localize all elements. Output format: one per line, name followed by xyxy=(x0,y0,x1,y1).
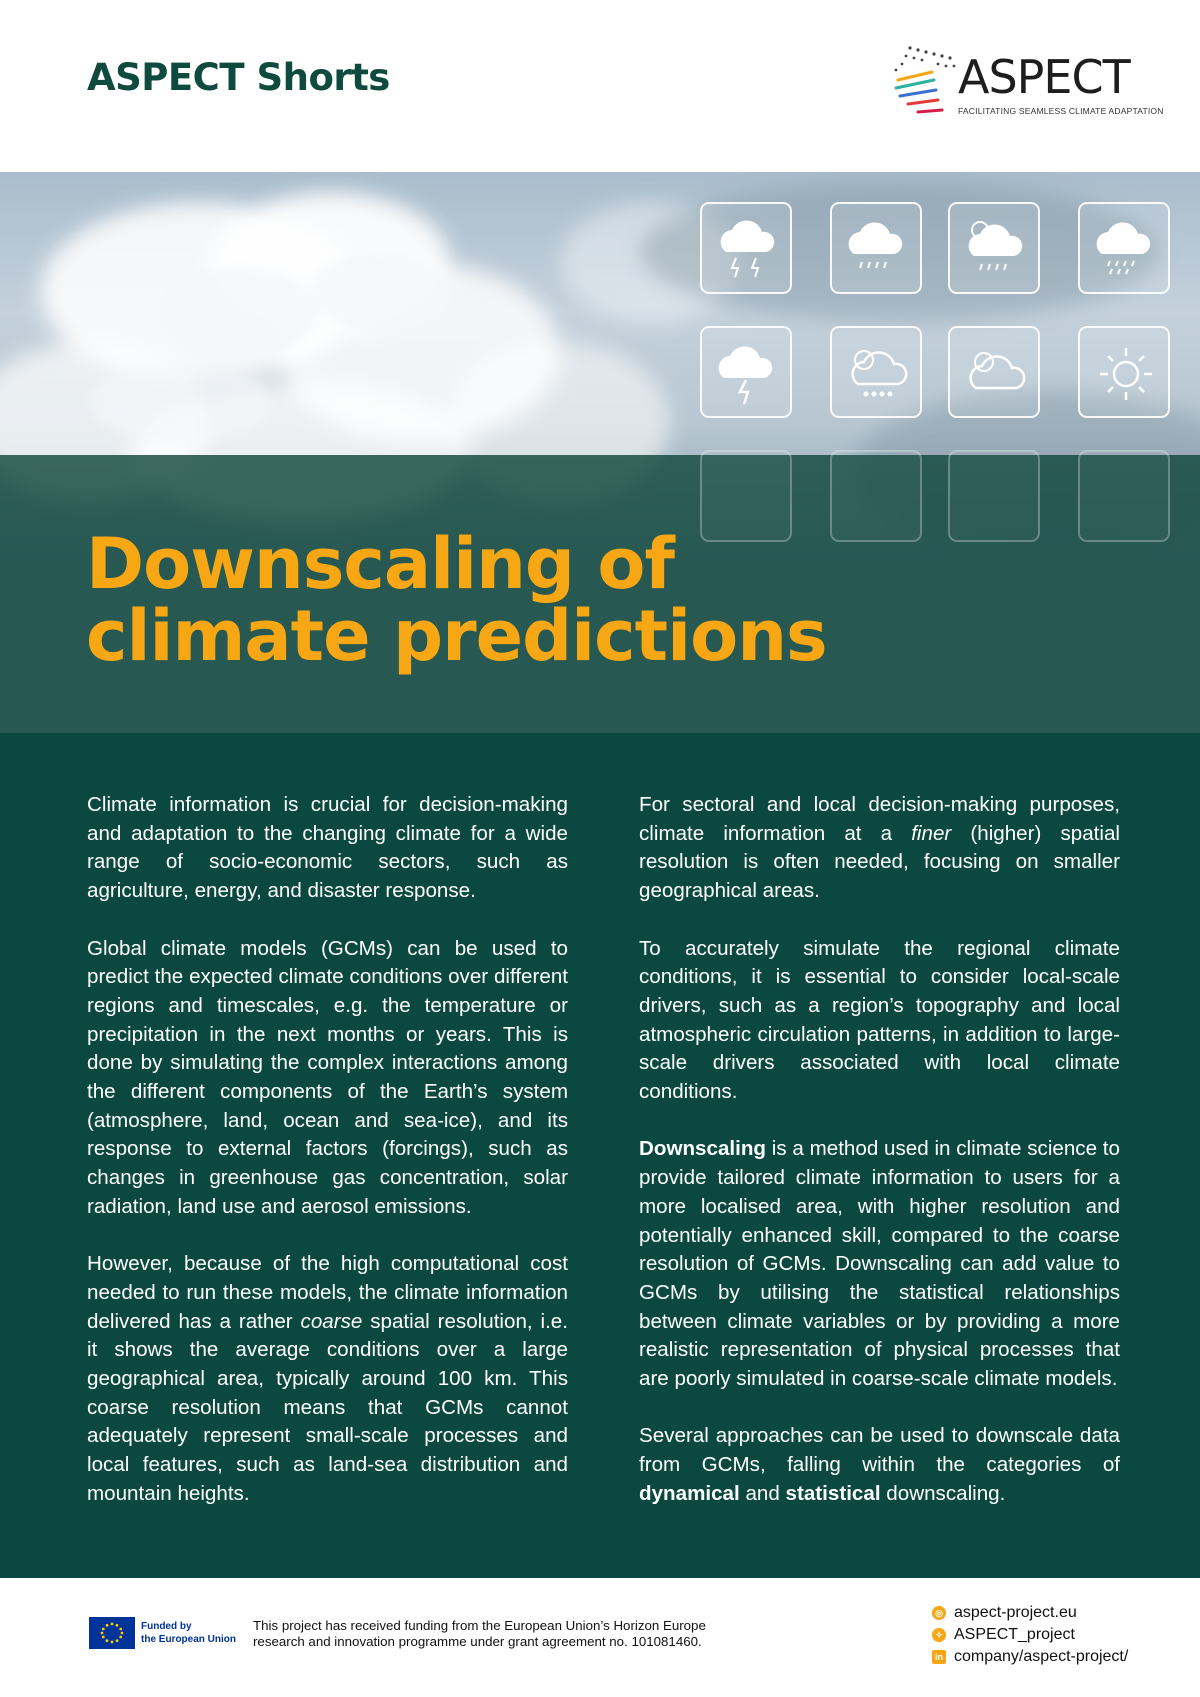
cloud-icon xyxy=(1078,450,1170,542)
paragraph: Downscaling is a method used in climate science to provide tailored climate information to users for a more localised area, with higher resolution and potentially enhanced skill, compared to the coarse resolution of GCMs. Downscaling can add value to GCMs by utilising the statistical relationships between climate variables or by providing a more realistic representation of physical processes that are poorly simulated in coarse-scale climate models. xyxy=(639,1137,1120,1391)
sun-icon xyxy=(1078,326,1170,418)
paragraph: Global climate models (GCMs) can be used to predict the expected climate conditions over different regions and timescales, e.g. the temperature or precipitation in the next months or years. This is done by simulating the complex interactions among the different components of the Earth’s system (atmosphere, land, ocean and sea-ice), and its response to external factors (forcings), such as changes in greenhouse gas concentration, solar radiation, land use and aerosol emissions. xyxy=(87,936,568,1218)
linkedin-link[interactable]: in company/aspect-project/ xyxy=(932,1646,1128,1668)
paragraph: Climate information is crucial for decision-making and adaptation to the changing climate for a wide range of socio-economic sectors, such as agriculture, energy, and disaster response. xyxy=(87,793,568,903)
linkedin-icon: in xyxy=(932,1650,946,1664)
paragraph: For sectoral and local decision-making purposes, climate information at a finer (higher) spatial resolution is often needed, focusing on smaller geographical areas. xyxy=(639,793,1120,903)
partly-cloudy-icon xyxy=(948,326,1040,418)
aspect-logo xyxy=(890,40,1164,125)
title-line-1: Downscaling of xyxy=(86,523,674,605)
left-column xyxy=(87,791,568,1509)
twitter-icon: ✧ xyxy=(932,1628,946,1642)
logo-tagline: FACILITATING SEAMLESS CLIMATE ADAPTATION xyxy=(958,106,1164,116)
globe-icon: ◎ xyxy=(932,1606,946,1620)
lightning-cloud-icon xyxy=(700,326,792,418)
logo-wordmark: ASPECT xyxy=(958,50,1130,104)
website-link[interactable]: ◎ aspect-project.eu xyxy=(932,1602,1128,1624)
page-header xyxy=(0,0,1200,172)
title-line-2: climate predictions xyxy=(86,595,827,677)
sun-snow-icon xyxy=(830,326,922,418)
page-title xyxy=(86,523,827,677)
paragraph: Several approaches can be used to downscale data from GCMs, falling within the categories of dynamical and statistical downscaling. xyxy=(639,1424,1120,1505)
brand-title: ASPECT Shorts xyxy=(87,56,390,99)
paragraph: To accurately simulate the regional climate conditions, it is essential to consider local-scale drivers, such as a region’s topography and local atmospheric circulation patterns, in addition to large-scale drivers associated with local climate conditions. xyxy=(639,936,1120,1104)
eu-funding-label: Funded by the European Union xyxy=(141,1621,236,1645)
rain-cloud-icon xyxy=(830,202,922,294)
right-column xyxy=(639,791,1120,1509)
contact-list xyxy=(932,1602,1128,1668)
logo-mark-icon xyxy=(890,40,960,120)
page-footer xyxy=(0,1578,1200,1697)
sun-rain-icon xyxy=(948,202,1040,294)
paragraph: However, because of the high computational cost needed to run these models, the climate information delivered has a rather coarse spatial resolution, i.e. it shows the average conditions over a large geographical area, typically around 100 km. This coarse resolution means that GCMs cannot adequately represent small-scale processes and local features, such as land-sea distribution and mountain heights. xyxy=(87,1252,568,1505)
cloud-icon xyxy=(830,450,922,542)
twitter-link[interactable]: ✧ ASPECT_project xyxy=(932,1624,1128,1646)
eu-funding-logo xyxy=(89,1617,241,1651)
hero-banner xyxy=(0,172,1200,733)
rain-cloud-icon xyxy=(948,450,1040,542)
main-content xyxy=(0,733,1200,1578)
thunderstorm-icon xyxy=(700,202,792,294)
heavy-rain-icon xyxy=(1078,202,1170,294)
eu-flag-icon xyxy=(89,1617,135,1649)
funding-statement: This project has received funding from the European Union’s Horizon Europe research and innovation programme under grant agreement no. 101081460. xyxy=(253,1618,706,1649)
